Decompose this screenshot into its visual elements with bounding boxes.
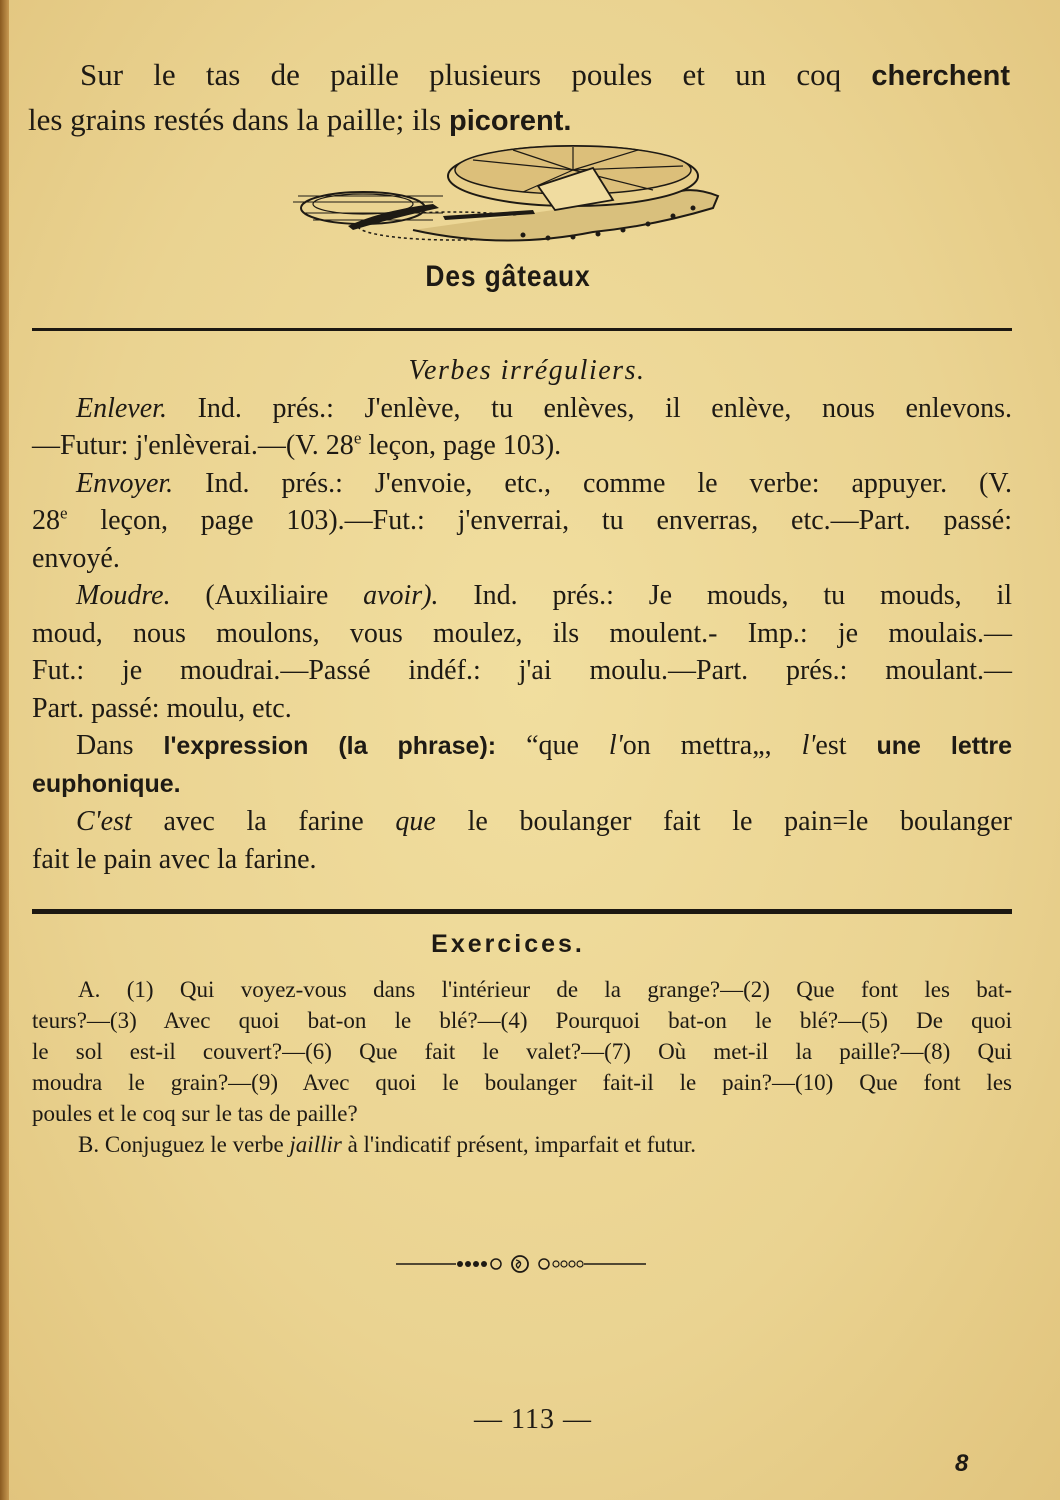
top-divider: [32, 328, 1012, 331]
moudre-line-3: Fut.: je moudrai.—Passé indéf.: j'ai moulu.—Part. prés.: moulant.—: [32, 655, 1012, 686]
envoyer-line-3: envoyé.: [32, 542, 120, 574]
exercise-b-line: [32, 1129, 1012, 1160]
exercise-a-line-2: teurs?—(3) Avec quoi bat-on le blé?—(4) Pourquoi bat-on le blé?—(5) De quoi: [32, 1008, 1012, 1033]
cest-text-a: avec la farine: [131, 806, 396, 837]
enlever-line-1: [32, 390, 1012, 428]
envoyer-text-c: leçon, page 103).—Fut.: j'enverrai, tu enverras, etc.—Part. passé:: [67, 505, 1012, 536]
exercise-a-line-3: le sol est-il couvert?—(6) Que fait le valet?—(7) Où met-il la paille?—(8) Qui: [32, 1039, 1012, 1064]
intro-line-2: [28, 98, 1010, 143]
expression-text-b: “que: [496, 730, 609, 761]
enlever-verb: Enlever.: [76, 392, 167, 424]
grammar-heading: Verbes irréguliers.: [408, 355, 646, 386]
signature-mark: 8: [955, 1450, 969, 1477]
moudre-line-2: moud, nous moulons, vous moulez, ils moulent.- Imp.: je moulais.—: [32, 617, 1012, 649]
expression-it-b: l': [801, 730, 816, 761]
moudre-verb: Moudre.: [76, 580, 171, 611]
exercise-b-verb: jaillir: [289, 1132, 342, 1157]
envoyer-line-2: [32, 502, 1012, 540]
exercise-b-text-a: B. Conjuguez le verbe: [78, 1132, 290, 1157]
envoyer-line-1: [32, 465, 1012, 503]
envoyer-sup: e: [60, 503, 68, 523]
exercises-section: [32, 974, 1012, 1160]
cest-line-2: fait le pain avec la farine.: [32, 843, 317, 875]
cest-line-1: [32, 803, 1012, 841]
section-title: Des gâteaux: [425, 260, 591, 293]
enlever-sup: e: [353, 428, 362, 448]
cest-paragraph: [32, 803, 1012, 878]
intro-bold-1: cherchent: [871, 60, 1010, 92]
expression-bold-a: l'expression (la phrase):: [163, 732, 497, 760]
moudre-text-b: Ind. prés.: Je mouds, tu mouds, il: [438, 580, 1013, 611]
intro-line-1: [28, 53, 1010, 98]
intro-bold-2: picorent.: [448, 105, 572, 137]
exercise-b-text-b: à l'indicatif présent, imparfait et futur.: [341, 1132, 696, 1157]
expression-text-c: on mettra„,: [622, 730, 802, 761]
enlever-paragraph: [32, 390, 1012, 465]
exercise-a-line-5: poules et le coq sur le tas de paille?: [32, 1101, 358, 1126]
page-number: — 113 —: [474, 1404, 592, 1435]
cest-it-a: C'est: [76, 806, 132, 837]
expression-line-2: euphonique.: [32, 769, 181, 798]
enlever-text-a: Ind. prés.: J'enlève, tu enlèves, il enlève, nous enlevons.: [166, 392, 1012, 424]
book-spine-edge: [0, 0, 9, 1500]
enlever-text-b: —Futur: j'enlèverai.—(V. 28: [32, 430, 354, 461]
expression-bold-b: une lettre: [876, 732, 1013, 760]
envoyer-text-a: Ind. prés.: J'envoie, etc., comme le verbe: appuyer. (V.: [173, 467, 1012, 499]
moudre-line-4: Part. passé: moulu, etc.: [32, 692, 292, 724]
ornament-divider: [396, 1252, 646, 1276]
expression-text-d: est: [815, 730, 877, 761]
expression-paragraph: [32, 727, 1012, 803]
exercise-a-line-4: moudra le grain?—(9) Avec quoi le boulanger fait-il le pain?—(10) Que font les: [32, 1070, 1012, 1095]
moudre-paragraph: [32, 577, 1012, 727]
enlever-line-2: [32, 427, 1012, 465]
expression-text-a: Dans: [76, 730, 164, 761]
intro-text-1: Sur le tas de paille plusieurs poules et un coq: [80, 57, 872, 92]
cake-illustration: [293, 138, 723, 248]
exercises-title: Exercices.: [431, 930, 585, 958]
bottom-divider: [32, 909, 1012, 914]
intro-paragraph: [28, 53, 1010, 143]
moudre-aux: avoir).: [363, 580, 439, 611]
enlever-text-c: leçon, page 103).: [361, 430, 562, 461]
grammar-section: [32, 352, 1012, 878]
cest-it-b: que: [395, 806, 436, 837]
expression-it-a: l': [608, 730, 623, 761]
expression-line-1: [32, 727, 1012, 766]
envoyer-text-b: 28: [32, 505, 60, 536]
intro-text-2: les grains restés dans la paille; ils: [28, 102, 449, 137]
moudre-line-1: [32, 577, 1012, 615]
exercise-a-line-1: A. (1) Qui voyez-vous dans l'intérieur de la grange?—(2) Que font les bat-: [78, 977, 1012, 1002]
envoyer-paragraph: [32, 465, 1012, 578]
cest-text-b: le boulanger fait le pain=le boulanger: [435, 806, 1012, 837]
envoyer-verb: Envoyer.: [76, 467, 174, 499]
moudre-text-a: (Auxiliaire: [170, 580, 364, 611]
